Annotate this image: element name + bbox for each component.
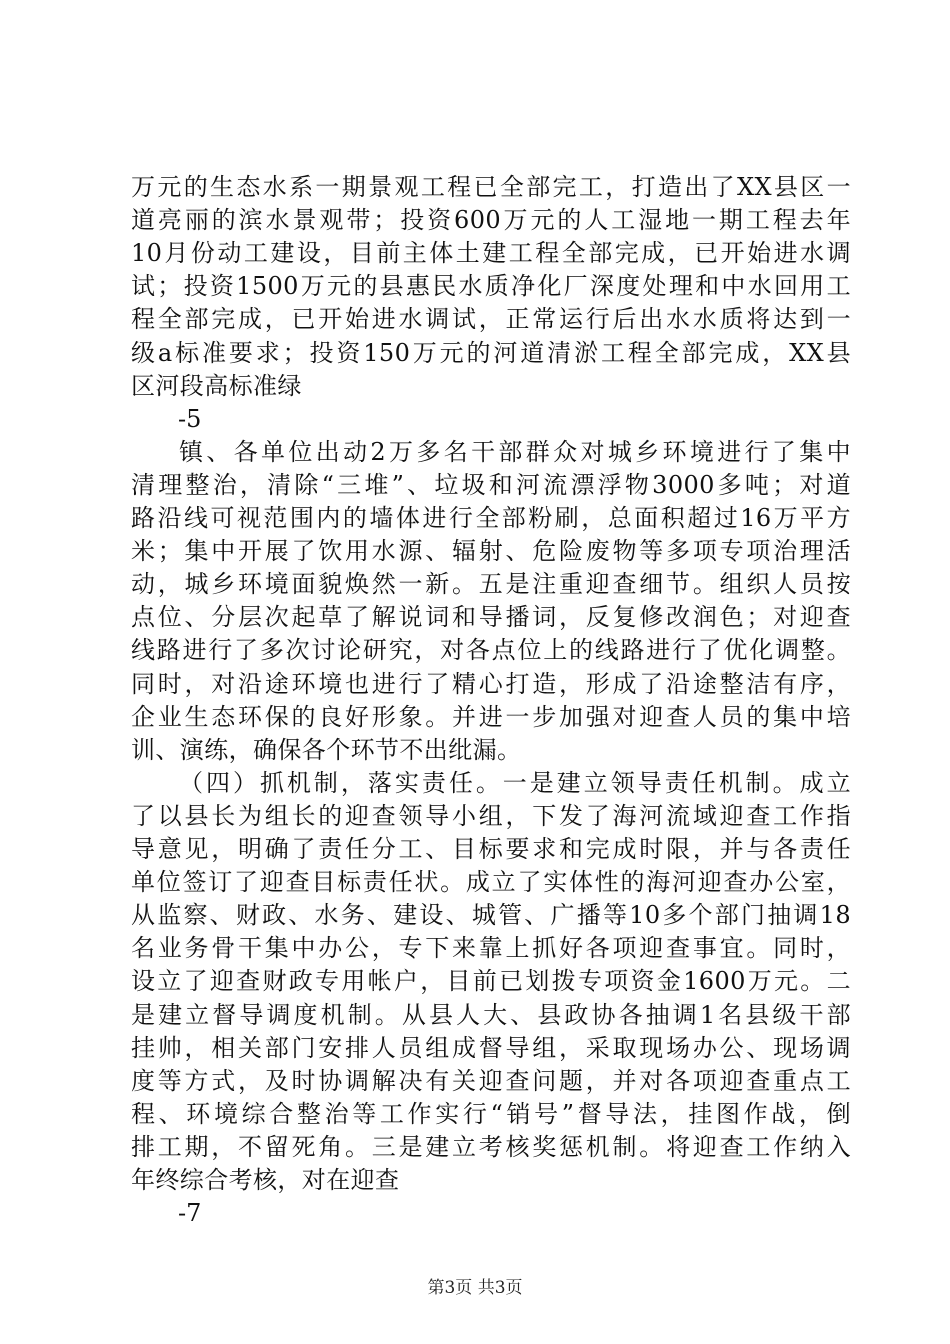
page-footer: 第3页 共3页 xyxy=(427,1278,523,1298)
text-line: 导意见，明确了责任分工、目标要求和完成时限，并与各责任 xyxy=(131,835,851,863)
text-line: 排工期，不留死角。三是建立考核奖惩机制。将迎查工作纳入 xyxy=(131,1133,851,1161)
text-line: 线路进行了多次讨论研究，对各点位上的线路进行了优化调整。 xyxy=(131,636,851,664)
text-line: 度等方式，及时协调解决有关迎查问题，并对各项迎查重点工 xyxy=(131,1067,851,1095)
text-line: 训、演练，确保各个环节不出纰漏。 xyxy=(131,736,522,764)
text-line: 路沿线可视范围内的墙体进行全部粉刷，总面积超过16万平方 xyxy=(131,504,851,532)
text-line: 动，城乡环境面貌焕然一新。五是注重迎查细节。组织人员按 xyxy=(131,570,851,598)
page-reference: -7 xyxy=(178,1199,202,1227)
text-line: 万元的生态水系一期景观工程已全部完工，打造出了XX县区一 xyxy=(131,173,851,201)
page-reference: -5 xyxy=(178,405,202,433)
text-line: 10月份动工建设，目前主体土建工程全部完成，已开始进水调 xyxy=(131,239,851,267)
text-line: 名业务骨干集中办公，专下来靠上抓好各项迎查事宜。同时， xyxy=(131,934,851,962)
text-line: 区河段高标准绿 xyxy=(131,372,302,400)
text-line: 企业生态环保的良好形象。并进一步加强对迎查人员的集中培 xyxy=(131,703,851,731)
text-line: 米；集中开展了饮用水源、辐射、危险废物等多项专项治理活 xyxy=(131,537,851,565)
text-line: 程全部完成，已开始进水调试，正常运行后出水水质将达到一 xyxy=(131,305,851,333)
text-line: 单位签订了迎查目标责任状。成立了实体性的海河迎查办公室， xyxy=(131,868,851,896)
text-line: 是建立督导调度机制。从县人大、县政协各抽调1名县级干部 xyxy=(131,1001,851,1029)
paragraph-first-line: 镇、各单位出动2万多名干部群众对城乡环境进行了集中 xyxy=(179,438,851,466)
text-line: 道亮丽的滨水景观带；投资600万元的人工湿地一期工程去年 xyxy=(131,206,851,234)
text-line: 同时，对沿途环境也进行了精心打造，形成了沿途整洁有序， xyxy=(131,670,851,698)
text-line: 了以县长为组长的迎查领导小组，下发了海河流域迎查工作指 xyxy=(131,802,851,830)
text-line: 年终综合考核，对在迎查 xyxy=(131,1166,400,1194)
paragraph-first-line: （四）抓机制，落实责任。一是建立领导责任机制。成立 xyxy=(179,769,851,797)
text-line: 试；投资1500万元的县惠民水质净化厂深度处理和中水回用工 xyxy=(131,272,851,300)
text-line: 从监察、财政、水务、建设、城管、广播等10多个部门抽调18 xyxy=(131,901,851,929)
text-line: 清理整治，清除“三堆”、垃圾和河流漂浮物3000多吨；对道 xyxy=(131,471,851,499)
text-line: 设立了迎查财政专用帐户，目前已划拨专项资金1600万元。二 xyxy=(131,967,851,995)
text-line: 点位、分层次起草了解说词和导播词，反复修改润色；对迎查 xyxy=(131,603,851,631)
text-line: 挂帅，相关部门安排人员组成督导组，采取现场办公、现场调 xyxy=(131,1034,851,1062)
text-line: 级a标准要求；投资150万元的河道清淤工程全部完成，XX县 xyxy=(131,339,851,367)
text-line: 程、环境综合整治等工作实行“销号”督导法，挂图作战，倒 xyxy=(131,1100,851,1128)
